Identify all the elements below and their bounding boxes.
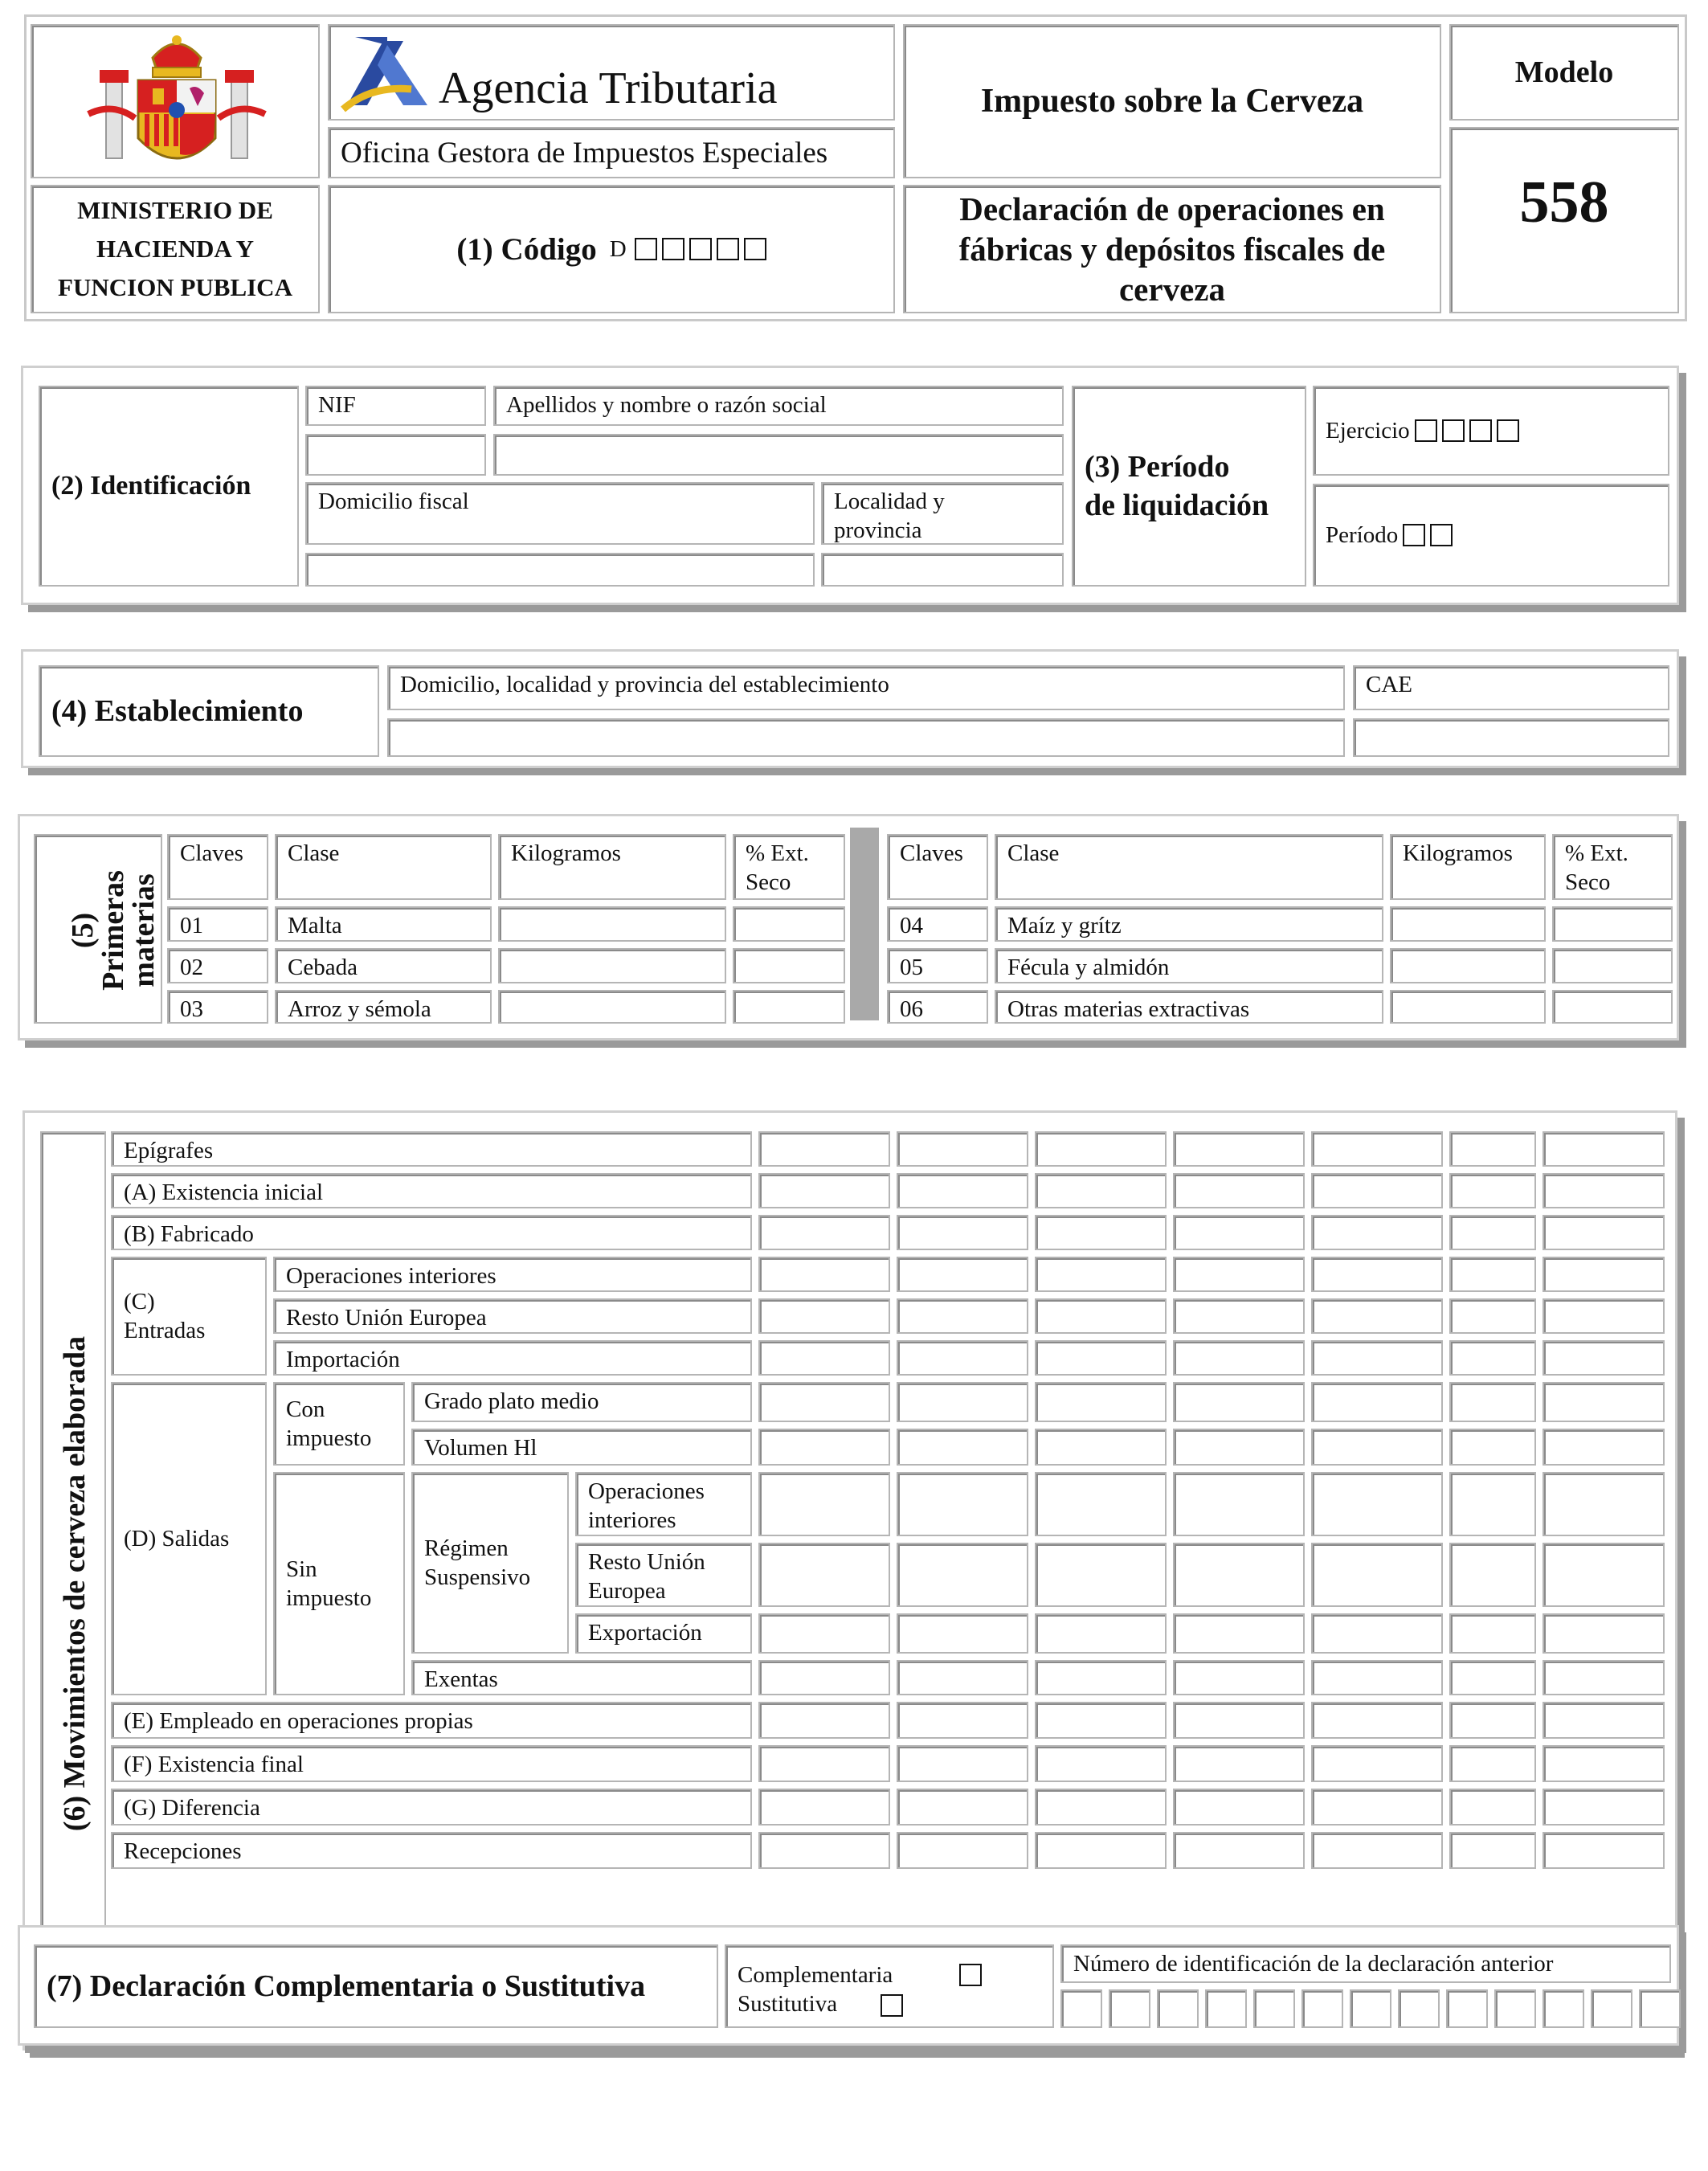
movimientos-value-cell[interactable] (1543, 1257, 1665, 1292)
right-row-3-clave: 06 (887, 990, 988, 1024)
existencia-inicial-label: (A) Existencia inicial (111, 1173, 752, 1208)
salidas-label: (D) Salidas (111, 1382, 267, 1695)
agency-logo-box (328, 24, 895, 121)
complementaria-title-box (34, 1944, 718, 2028)
movimientos-value-cell[interactable] (1311, 1382, 1443, 1422)
establecimiento-domicilio-label: Domicilio, localidad y provincia del establecimiento (387, 665, 1345, 710)
regimen-suspensivo-label (411, 1472, 569, 1654)
periodo-digit-2[interactable] (1430, 524, 1453, 546)
movimientos-value-cell[interactable] (1035, 1660, 1167, 1695)
salidas-resto-ue-label (575, 1543, 752, 1607)
primeras-materias-title (66, 836, 161, 1025)
movimientos-value-cell[interactable] (1449, 1702, 1536, 1739)
regimen-suspensivo-line-2: Suspensivo (424, 1564, 531, 1590)
nif-input[interactable] (305, 434, 486, 476)
movimientos-value-cell[interactable] (758, 1660, 890, 1695)
movimientos-value-cell[interactable] (1173, 1660, 1305, 1695)
primeras-materias-title-line-2: Primeras (96, 870, 130, 991)
right-ext-header-line-2: Seco (1565, 869, 1611, 895)
primeras-materias-title-line-1: (5) (66, 912, 100, 949)
ejercicio-box[interactable] (1313, 386, 1669, 476)
domicilio-fiscal-input[interactable] (305, 553, 815, 587)
right-row-2-kg-input[interactable] (1390, 948, 1546, 983)
movimientos-value-cell[interactable] (1173, 1257, 1305, 1292)
right-clase-header: Clase (995, 834, 1383, 900)
movimientos-value-cell[interactable] (897, 1745, 1028, 1782)
right-ext-header (1552, 834, 1673, 900)
localidad-label-line-2: provincia (834, 517, 922, 543)
localidad-label (821, 482, 1064, 545)
movimientos-value-cell[interactable] (1173, 1429, 1305, 1466)
right-row-1-kg-input[interactable] (1390, 906, 1546, 942)
right-row-3-ext-input[interactable] (1552, 990, 1673, 1024)
coat-of-arms-box (31, 24, 320, 178)
left-row-2-ext-input[interactable] (733, 948, 845, 983)
diferencia-label: (G) Diferencia (111, 1789, 752, 1826)
primeras-materias-divider (850, 828, 879, 1020)
movimientos-value-cell[interactable] (1449, 1382, 1536, 1422)
movimientos-value-cell[interactable] (1543, 1613, 1665, 1654)
movimientos-value-cell[interactable] (1173, 1472, 1305, 1536)
numero-identificacion-digit[interactable] (1543, 1989, 1584, 2028)
movimientos-value-cell[interactable] (897, 1429, 1028, 1466)
codigo-digit-boxes[interactable] (630, 238, 766, 260)
movimientos-value-cell[interactable] (1173, 1745, 1305, 1782)
establecimiento-title: (4) Establecimiento (51, 694, 304, 728)
movimientos-value-cell[interactable] (1449, 1298, 1536, 1334)
salidas-op-interiores-line-1: Operaciones (588, 1478, 705, 1504)
movimientos-value-cell[interactable] (1543, 1131, 1665, 1167)
sin-impuesto-line-1: Sin (286, 1556, 317, 1582)
numero-identificacion-digit[interactable] (1205, 1989, 1247, 2028)
localidad-input[interactable] (821, 553, 1064, 587)
periodo-digit-1[interactable] (1403, 524, 1425, 546)
movimientos-value-cell[interactable] (1449, 1257, 1536, 1292)
movimientos-title: (6) Movimientos de cerveza elaborada (58, 1335, 92, 1832)
ministry-line-1: MINISTERIO DE (77, 196, 273, 224)
movimientos-value-cell[interactable] (1173, 1215, 1305, 1250)
right-row-1-clase: Maíz y grítz (995, 906, 1383, 942)
movimientos-value-cell[interactable] (1543, 1429, 1665, 1466)
ejercicio-digit-4[interactable] (1497, 419, 1519, 442)
tipo-declaracion-box (725, 1944, 1054, 2028)
modelo-label-box (1449, 24, 1679, 121)
ejercicio-label: Ejercicio (1326, 418, 1410, 444)
movimientos-value-cell[interactable] (1449, 1832, 1536, 1869)
movimientos-value-cell[interactable] (758, 1340, 890, 1376)
movimientos-value-cell[interactable] (1449, 1543, 1536, 1607)
ejercicio-digit-1[interactable] (1415, 419, 1437, 442)
right-row-3-kg-input[interactable] (1390, 990, 1546, 1024)
movimientos-value-cell[interactable] (1173, 1340, 1305, 1376)
sin-impuesto-label (273, 1472, 405, 1695)
localidad-label-line-1: Localidad y (834, 489, 945, 514)
regimen-suspensivo-line-1: Régimen (424, 1535, 509, 1561)
movimientos-value-cell[interactable] (1449, 1613, 1536, 1654)
numero-identificacion-digit[interactable] (1591, 1989, 1632, 2028)
movimientos-title-box (40, 1131, 106, 2033)
movimientos-value-cell[interactable] (1035, 1429, 1167, 1466)
movimientos-value-cell[interactable] (897, 1832, 1028, 1869)
movimientos-value-cell[interactable] (758, 1745, 890, 1782)
movimientos-value-cell[interactable] (1449, 1660, 1536, 1695)
movimientos-value-cell[interactable] (758, 1472, 890, 1536)
salidas-resto-ue-line-1: Resto Unión (588, 1549, 705, 1575)
left-row-1-clase: Malta (275, 906, 492, 942)
left-row-3-ext-input[interactable] (733, 990, 845, 1024)
left-row-3-kg-input[interactable] (498, 990, 726, 1024)
entradas-resto-ue-label: Resto Unión Europea (273, 1298, 752, 1334)
movimientos-value-cell[interactable] (1035, 1472, 1167, 1536)
movimientos-value-cell[interactable] (1173, 1543, 1305, 1607)
movimientos-value-cell[interactable] (897, 1789, 1028, 1826)
movimientos-value-cell[interactable] (1311, 1340, 1443, 1376)
movimientos-value-cell[interactable] (1543, 1215, 1665, 1250)
movimientos-value-cell[interactable] (1035, 1340, 1167, 1376)
primeras-materias-title-box (34, 834, 162, 1024)
movimientos-value-cell[interactable] (1543, 1660, 1665, 1695)
existencia-final-label: (F) Existencia final (111, 1745, 752, 1782)
left-clase-header: Clase (275, 834, 492, 900)
numero-identificacion-digit[interactable] (1639, 1989, 1681, 2028)
movimientos-value-cell[interactable] (1035, 1215, 1167, 1250)
movimientos-value-cell[interactable] (1035, 1257, 1167, 1292)
movimientos-value-cell[interactable] (1035, 1745, 1167, 1782)
office-name-box (328, 127, 895, 178)
movimientos-value-cell[interactable] (897, 1613, 1028, 1654)
movimientos-value-cell[interactable] (1035, 1543, 1167, 1607)
empleado-label: (E) Empleado en operaciones propias (111, 1702, 752, 1739)
movimientos-value-cell[interactable] (1311, 1429, 1443, 1466)
coat-of-arms-icon (32, 26, 321, 177)
periodo-title-line-2: de liquidación (1085, 489, 1269, 522)
movimientos-value-cell[interactable] (758, 1173, 890, 1208)
movimientos-value-cell[interactable] (1449, 1429, 1536, 1466)
movimientos-value-cell[interactable] (897, 1472, 1028, 1536)
right-row-1-ext-input[interactable] (1552, 906, 1673, 942)
movimientos-value-cell[interactable] (1543, 1832, 1665, 1869)
name-label: Apellidos y nombre o razón social (493, 386, 1064, 426)
movimientos-value-cell[interactable] (758, 1298, 890, 1334)
epigrafes-label: Epígrafes (111, 1131, 752, 1167)
agency-name: Agencia Tributaria (439, 63, 778, 113)
movimientos-value-cell[interactable] (1543, 1173, 1665, 1208)
movimientos-value-cell[interactable] (897, 1382, 1028, 1422)
movimientos-value-cell[interactable] (1311, 1472, 1443, 1536)
movimientos-value-cell[interactable] (1311, 1215, 1443, 1250)
modelo-number-box (1449, 127, 1679, 313)
periodo-box[interactable] (1313, 484, 1669, 587)
movimientos-value-cell[interactable] (1311, 1298, 1443, 1334)
tax-title: Impuesto sobre la Cerveza (980, 83, 1364, 120)
fabricado-label: (B) Fabricado (111, 1215, 752, 1250)
movimientos-value-cell[interactable] (1173, 1832, 1305, 1869)
salidas-op-interiores-label (575, 1472, 752, 1536)
left-row-2-clave: 02 (167, 948, 268, 983)
movimientos-value-cell[interactable] (1311, 1702, 1443, 1739)
entradas-op-interiores-label: Operaciones interiores (273, 1257, 752, 1292)
left-claves-header: Claves (167, 834, 268, 900)
numero-identificacion-digit[interactable] (1350, 1989, 1391, 2028)
right-row-2-ext-input[interactable] (1552, 948, 1673, 983)
movimientos-value-cell[interactable] (897, 1173, 1028, 1208)
movimientos-value-cell[interactable] (1035, 1613, 1167, 1654)
movimientos-value-cell[interactable] (758, 1543, 890, 1607)
complementaria-label: Complementaria (738, 1962, 893, 1988)
identificacion-title-box (39, 386, 299, 587)
nif-label: NIF (305, 386, 486, 426)
numero-identificacion-digit[interactable] (1253, 1989, 1295, 2028)
movimientos-value-cell[interactable] (758, 1131, 890, 1167)
identificacion-title: (2) Identificación (51, 471, 251, 501)
movimientos-value-cell[interactable] (1035, 1382, 1167, 1422)
movimientos-value-cell[interactable] (758, 1832, 890, 1869)
movimientos-value-cell[interactable] (1173, 1789, 1305, 1826)
periodo-title-line-1: (3) Período (1085, 450, 1230, 484)
movimientos-value-cell[interactable] (1173, 1702, 1305, 1739)
numero-identificacion-digit[interactable] (1398, 1989, 1440, 2028)
movimientos-value-cell[interactable] (897, 1702, 1028, 1739)
movimientos-value-cell[interactable] (1311, 1789, 1443, 1826)
movimientos-value-cell[interactable] (1449, 1173, 1536, 1208)
declaration-title-line-2: fábricas y depósitos fiscales de (958, 231, 1386, 268)
movimientos-value-cell[interactable] (1035, 1789, 1167, 1826)
movimientos-value-cell[interactable] (758, 1789, 890, 1826)
right-row-1-clave: 04 (887, 906, 988, 942)
movimientos-value-cell[interactable] (1035, 1173, 1167, 1208)
cae-label: CAE (1353, 665, 1669, 710)
salidas-op-interiores-line-2: interiores (588, 1507, 676, 1533)
periodo-label: Período (1326, 522, 1399, 548)
left-row-2-kg-input[interactable] (498, 948, 726, 983)
cae-input[interactable] (1353, 718, 1669, 757)
codigo-digit-3[interactable] (689, 238, 712, 260)
sustitutiva-checkbox[interactable] (881, 1994, 903, 2017)
movimientos-value-cell[interactable] (897, 1543, 1028, 1607)
numero-identificacion-label: Número de identificación de la declaración anterior (1060, 1944, 1671, 1983)
ejercicio-digit-2[interactable] (1442, 419, 1465, 442)
grado-plato-label: Grado plato medio (411, 1382, 752, 1422)
establecimiento-domicilio-input[interactable] (387, 718, 1345, 757)
right-kg-header: Kilogramos (1390, 834, 1546, 900)
domicilio-fiscal-label: Domicilio fiscal (305, 482, 815, 545)
exentas-label: Exentas (411, 1660, 752, 1695)
numero-identificacion-digit[interactable] (1301, 1989, 1343, 2028)
movimientos-value-cell[interactable] (1543, 1702, 1665, 1739)
movimientos-value-cell[interactable] (1543, 1472, 1665, 1536)
movimientos-value-cell[interactable] (758, 1702, 890, 1739)
movimientos-value-cell[interactable] (1543, 1340, 1665, 1376)
movimientos-value-cell[interactable] (1311, 1660, 1443, 1695)
left-ext-header-line-2: Seco (746, 869, 791, 895)
movimientos-value-cell[interactable] (758, 1382, 890, 1422)
left-row-3-clase: Arroz y sémola (275, 990, 492, 1024)
movimientos-value-cell[interactable] (1449, 1789, 1536, 1826)
agency-logo-icon (339, 29, 443, 117)
con-impuesto-line-1: Con (286, 1396, 325, 1422)
right-row-2-clave: 05 (887, 948, 988, 983)
movimientos-value-cell[interactable] (1543, 1745, 1665, 1782)
con-impuesto-line-2: impuesto (286, 1425, 372, 1451)
numero-identificacion-digit[interactable] (1446, 1989, 1488, 2028)
left-row-3-clave: 03 (167, 990, 268, 1024)
left-row-1-kg-input[interactable] (498, 906, 726, 942)
declaration-title-line-3: cerveza (1118, 271, 1225, 308)
entradas-label-line-2: Entradas (124, 1318, 206, 1343)
movimientos-value-cell[interactable] (1311, 1257, 1443, 1292)
movimientos-value-cell[interactable] (1449, 1340, 1536, 1376)
movimientos-value-cell[interactable] (1311, 1832, 1443, 1869)
movimientos-value-cell[interactable] (1173, 1131, 1305, 1167)
movimientos-value-cell[interactable] (897, 1298, 1028, 1334)
movimientos-value-cell[interactable] (897, 1131, 1028, 1167)
movimientos-value-cell[interactable] (758, 1215, 890, 1250)
movimientos-value-cell[interactable] (1173, 1382, 1305, 1422)
right-ext-header-line-1: % Ext. (1565, 840, 1628, 866)
movimientos-value-cell[interactable] (1035, 1832, 1167, 1869)
con-impuesto-label (273, 1382, 405, 1466)
codigo-digit-2[interactable] (662, 238, 684, 260)
volumen-hl-label: Volumen Hl (411, 1429, 752, 1466)
sin-impuesto-line-2: impuesto (286, 1585, 372, 1611)
ministry-box (31, 185, 320, 313)
movimientos-value-cell[interactable] (758, 1613, 890, 1654)
movimientos-value-cell[interactable] (1173, 1298, 1305, 1334)
codigo-digit-4[interactable] (717, 238, 739, 260)
left-kg-header: Kilogramos (498, 834, 726, 900)
movimientos-value-cell[interactable] (1449, 1215, 1536, 1250)
codigo-digit-5[interactable] (744, 238, 766, 260)
movimientos-value-cell[interactable] (897, 1215, 1028, 1250)
right-row-3-clase: Otras materias extractivas (995, 990, 1383, 1024)
movimientos-value-cell[interactable] (1311, 1543, 1443, 1607)
modelo-label: Modelo (1514, 55, 1614, 89)
tax-title-box (903, 24, 1441, 178)
recepciones-label: Recepciones (111, 1832, 752, 1869)
movimientos-value-cell[interactable] (1543, 1382, 1665, 1422)
left-row-1-ext-input[interactable] (733, 906, 845, 942)
declaration-title-box (903, 185, 1441, 313)
periodo-title-box (1072, 386, 1306, 587)
movimientos-value-cell[interactable] (897, 1257, 1028, 1292)
right-row-2-clase: Fécula y almidón (995, 948, 1383, 983)
movimientos-value-cell[interactable] (1449, 1472, 1536, 1536)
numero-identificacion-digit[interactable] (1109, 1989, 1150, 2028)
movimientos-value-cell[interactable] (1449, 1131, 1536, 1167)
movimientos-value-cell[interactable] (1543, 1543, 1665, 1607)
primeras-materias-title-line-3: materias (127, 873, 161, 987)
entradas-label-line-1: (C) (124, 1289, 155, 1314)
ejercicio-digit-3[interactable] (1469, 419, 1492, 442)
movimientos-value-cell[interactable] (1311, 1131, 1443, 1167)
salidas-resto-ue-line-2: Europea (588, 1578, 666, 1604)
declaration-title-line-1: Declaración de operaciones en (959, 190, 1385, 227)
movimientos-value-cell[interactable] (758, 1429, 890, 1466)
movimientos-value-cell[interactable] (1311, 1173, 1443, 1208)
left-ext-header-line-1: % Ext. (746, 840, 809, 866)
movimientos-value-cell[interactable] (1311, 1745, 1443, 1782)
numero-identificacion-digit[interactable] (1060, 1989, 1102, 2028)
codigo-prefix: D (609, 235, 627, 262)
codigo-box (328, 185, 895, 313)
ministry-line-3: FUNCION PUBLICA (58, 273, 292, 301)
movimientos-value-cell[interactable] (1035, 1298, 1167, 1334)
exportacion-label: Exportación (575, 1613, 752, 1654)
movimientos-value-cell[interactable] (1543, 1298, 1665, 1334)
name-input[interactable] (493, 434, 1064, 476)
entradas-label (111, 1257, 267, 1376)
numero-identificacion-digit[interactable] (1494, 1989, 1536, 2028)
movimientos-value-cell[interactable] (1543, 1789, 1665, 1826)
left-row-1-clave: 01 (167, 906, 268, 942)
office-name: Oficina Gestora de Impuestos Especiales (341, 136, 828, 170)
movimientos-value-cell[interactable] (1173, 1173, 1305, 1208)
right-claves-header: Claves (887, 834, 988, 900)
movimientos-value-cell[interactable] (1035, 1131, 1167, 1167)
left-ext-header (733, 834, 845, 900)
movimientos-value-cell[interactable] (1035, 1702, 1167, 1739)
complementaria-checkbox[interactable] (959, 1964, 982, 1986)
ministry-line-2: HACIENDA Y (96, 235, 255, 263)
movimientos-value-cell[interactable] (897, 1340, 1028, 1376)
numero-identificacion-digit[interactable] (1157, 1989, 1199, 2028)
movimientos-value-cell[interactable] (1173, 1613, 1305, 1654)
sustitutiva-label: Sustitutiva (738, 1991, 838, 2017)
establecimiento-title-box (39, 665, 379, 757)
movimientos-value-cell[interactable] (897, 1660, 1028, 1695)
movimientos-value-cell[interactable] (1311, 1613, 1443, 1654)
entradas-importacion-label: Importación (273, 1340, 752, 1376)
movimientos-value-cell[interactable] (758, 1257, 890, 1292)
codigo-label: (1) Código (456, 231, 597, 267)
codigo-digit-1[interactable] (635, 238, 657, 260)
modelo-number: 558 (1519, 169, 1609, 235)
left-row-2-clase: Cebada (275, 948, 492, 983)
complementaria-title: (7) Declaración Complementaria o Sustitutiva (47, 1969, 646, 2003)
movimientos-value-cell[interactable] (1449, 1745, 1536, 1782)
